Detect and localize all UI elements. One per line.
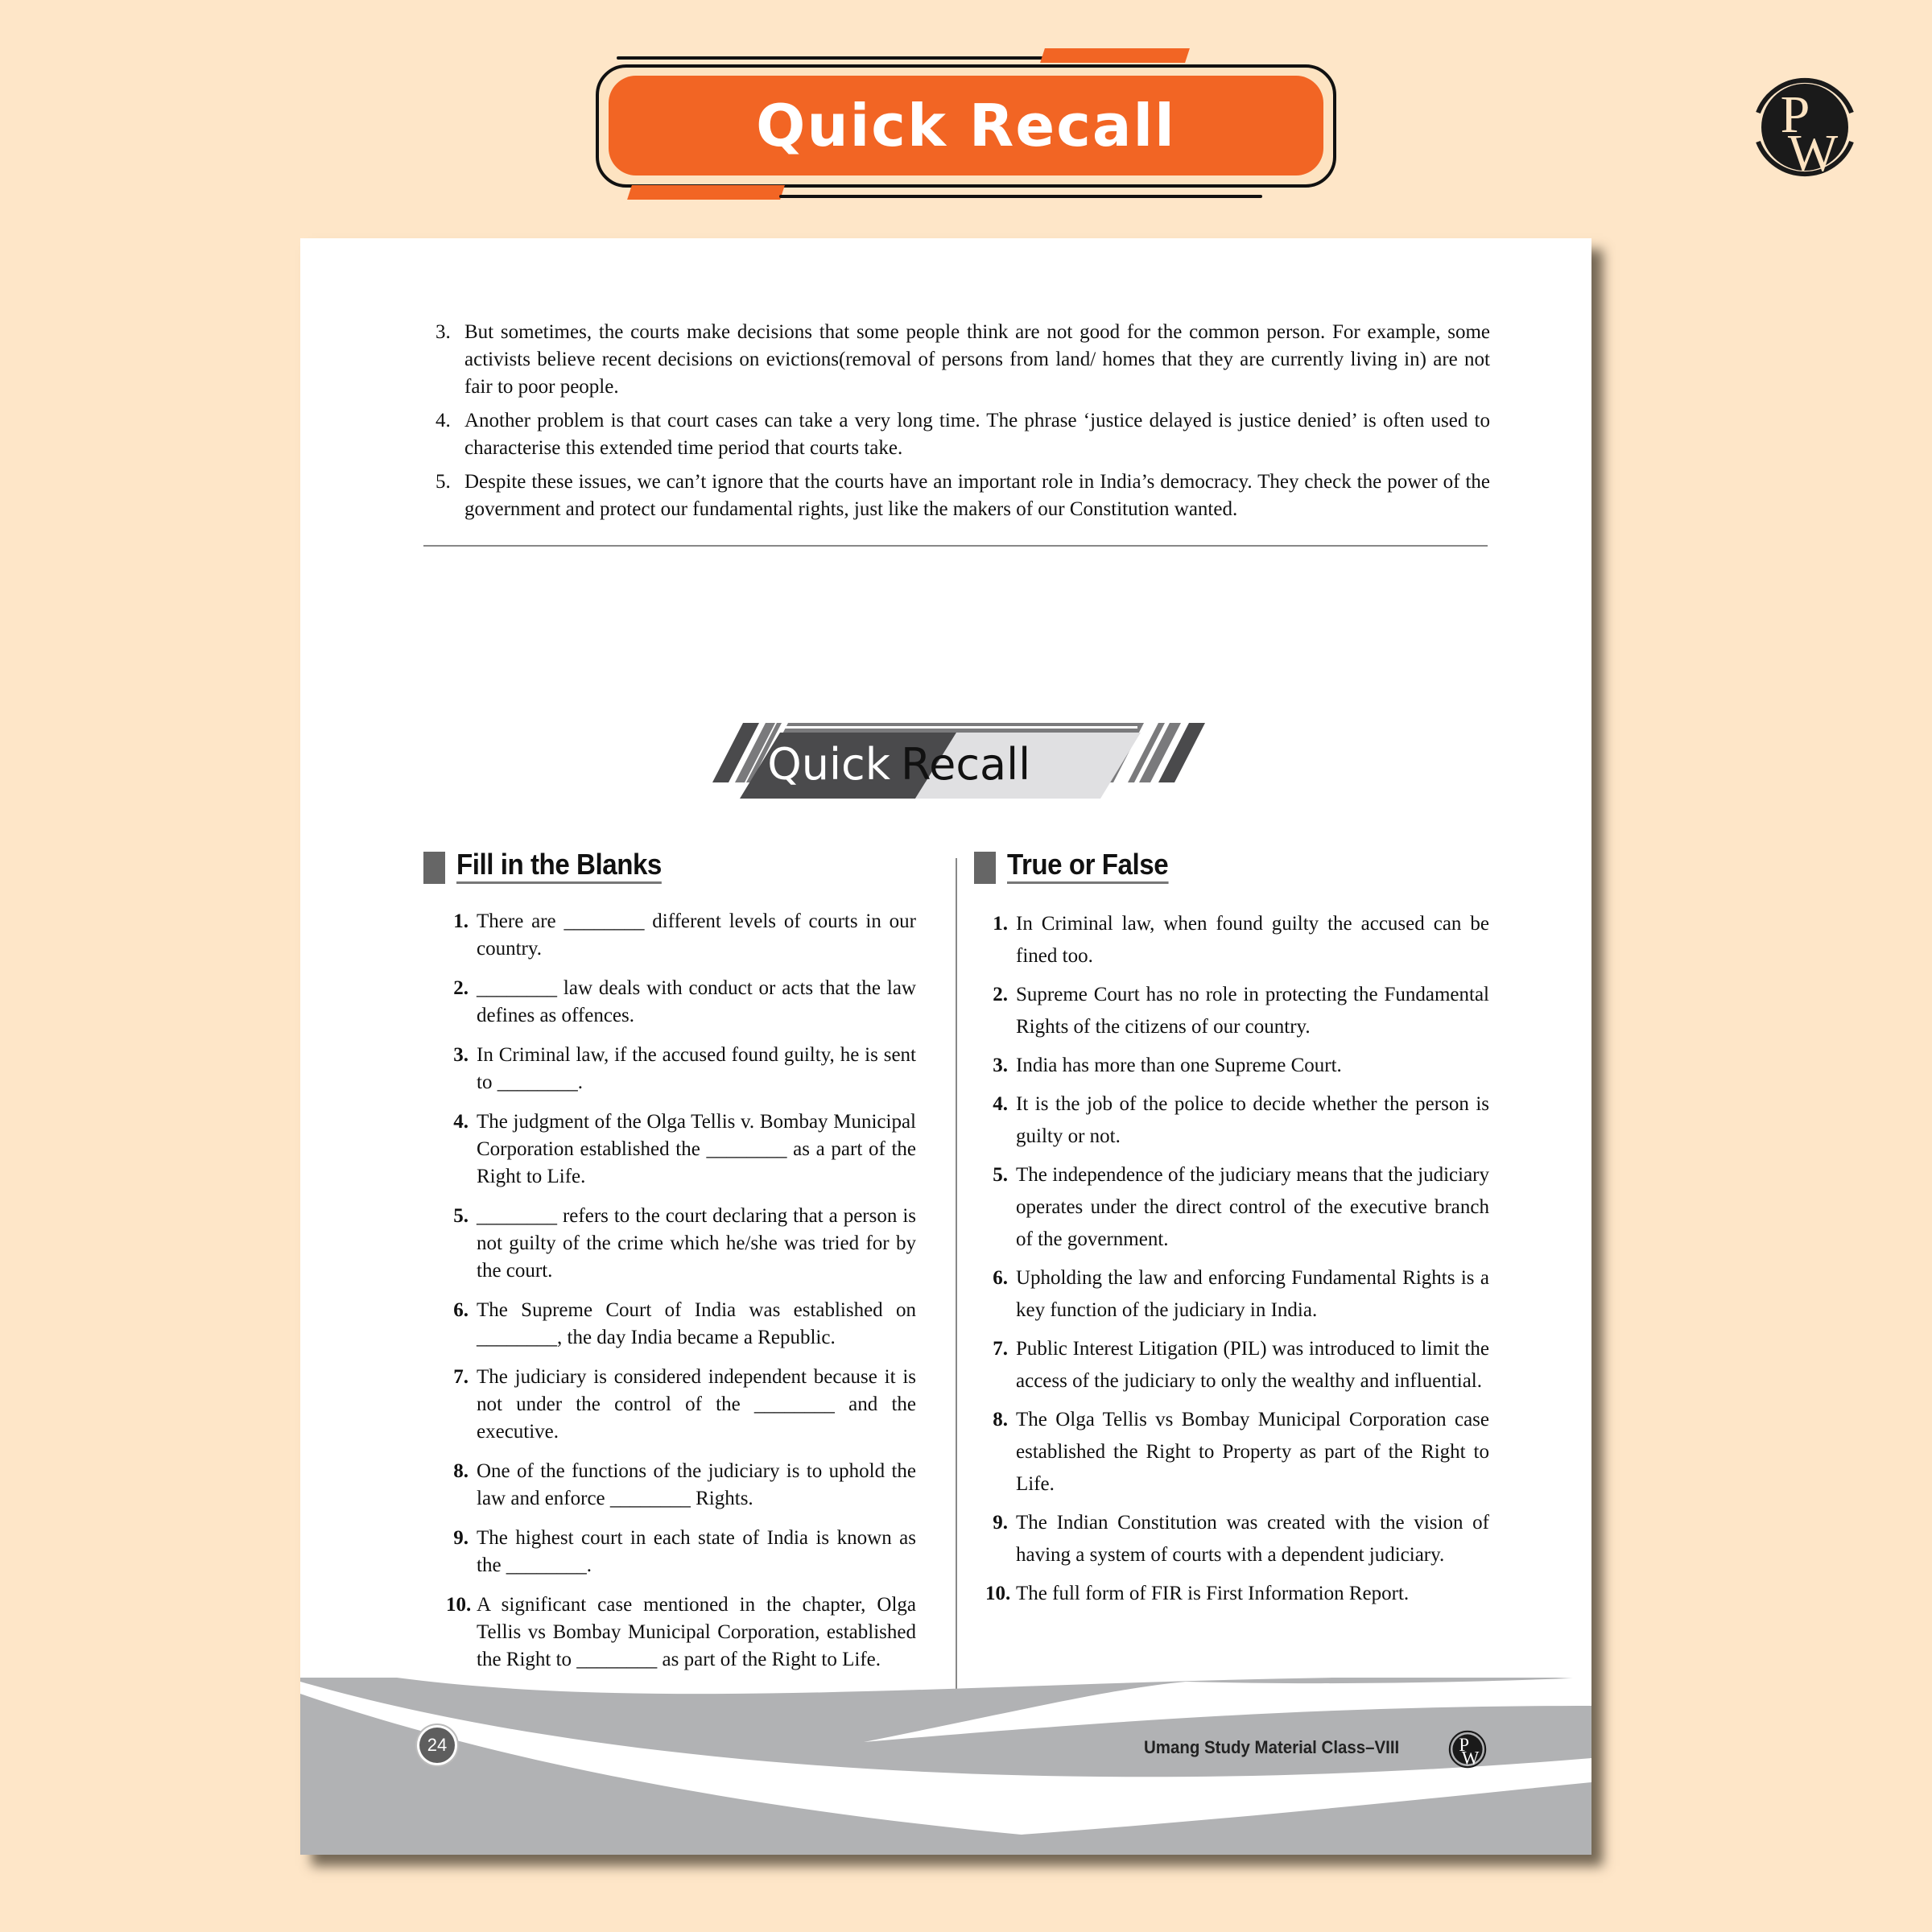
question-text: ________ law deals with conduct or acts that the law defines as offences. <box>477 977 916 1026</box>
question-text: The independence of the judiciary means that the judiciary operates under the direct control of the executive branch of the government. <box>1016 1164 1489 1250</box>
question-text: In Criminal law, when found guilty the accused can be fined too. <box>1016 913 1489 967</box>
banner-title: Quick Recall <box>756 92 1176 159</box>
question-item <box>985 1050 1489 1082</box>
question-text: One of the functions of the judiciary is to uphold the law and enforce ________ Rights. <box>477 1460 916 1509</box>
section-divider <box>423 545 1488 547</box>
study-page <box>300 238 1591 1855</box>
question-text: The Olga Tellis vs Bombay Municipal Corporation case established the Right to Property as part of the Right to Life. <box>1016 1409 1489 1495</box>
heading-square-icon <box>974 852 996 884</box>
banner-decor-slash <box>1040 48 1190 63</box>
question-number: 4. <box>993 1093 1008 1115</box>
banner-decor-line <box>779 195 1262 198</box>
question-number: 1. <box>453 910 469 932</box>
question-number: 10. <box>985 1583 1011 1604</box>
question-text: ________ refers to the court declaring that a person is not guilty of the crime which he/she was tried for by the court. <box>477 1205 916 1282</box>
question-number: 6. <box>993 1267 1008 1289</box>
section-heading <box>423 850 916 884</box>
item-text: Another problem is that court cases can take a very long time. The phrase ‘justice delayed is justice denied’ is often used to characterise this extended time period that courts take. <box>464 410 1490 459</box>
question-number: 9. <box>453 1527 469 1549</box>
question-number: 8. <box>453 1460 469 1482</box>
item-text: But sometimes, the courts make decisions that some people think are not good for the common person. For example, some activists believe recent decisions on evictions(removal of persons from land/ homes that they are currently living in) are not fair to poor people. <box>464 321 1490 398</box>
question-item <box>985 1578 1489 1610</box>
svg-text:P: P <box>1459 1735 1470 1756</box>
section-heading <box>974 850 1489 884</box>
question-number: 9. <box>993 1512 1008 1534</box>
question-item <box>446 1458 916 1513</box>
question-item <box>446 1364 916 1446</box>
question-item <box>446 1203 916 1285</box>
pw-logo-icon <box>1447 1729 1488 1769</box>
list-item <box>436 407 1490 462</box>
question-text: The full form of FIR is First Information Report. <box>1016 1583 1410 1604</box>
fill-blanks-list <box>423 908 916 1674</box>
question-text: India has more than one Supreme Court. <box>1016 1055 1342 1076</box>
section-title: Fill in the Blanks <box>456 848 662 884</box>
question-number: 3. <box>993 1055 1008 1076</box>
item-number: 5. <box>436 471 451 493</box>
question-text: The Indian Constitution was created with the vision of having a system of courts with a dependent judiciary. <box>1016 1512 1489 1566</box>
svg-text:Quick: Quick <box>767 739 890 790</box>
section-title: True or False <box>1007 848 1168 884</box>
question-item <box>985 979 1489 1043</box>
question-number: 2. <box>453 977 469 999</box>
question-item <box>446 1042 916 1096</box>
question-item <box>446 1108 916 1191</box>
pw-logo-icon <box>1748 71 1861 184</box>
svg-text:W: W <box>1787 124 1839 183</box>
question-item <box>446 908 916 963</box>
question-text: There are ________ different levels of courts in our country. <box>477 910 916 960</box>
question-item <box>985 1159 1489 1256</box>
question-item <box>446 1591 916 1674</box>
quick-recall-section-header <box>695 721 1218 802</box>
item-number: 3. <box>436 321 451 343</box>
question-number: 10. <box>446 1594 472 1616</box>
item-number: 4. <box>436 410 451 431</box>
book-title: Umang Study Material Class–VIII <box>1144 1737 1400 1757</box>
question-item <box>985 1088 1489 1153</box>
question-number: 6. <box>453 1299 469 1321</box>
footer-wave-decoration <box>300 1678 1591 1855</box>
question-text: A significant case mentioned in the chapter, Olga Tellis vs Bombay Municipal Corporation, established the Right to ________ as part of the Right to Life. <box>477 1594 916 1670</box>
svg-text:P: P <box>1780 85 1810 144</box>
question-item <box>446 1297 916 1352</box>
question-number: 2. <box>993 984 1008 1005</box>
list-item <box>436 319 1490 401</box>
question-text: Upholding the law and enforcing Fundamental Rights is a key function of the judiciary in India. <box>1016 1267 1489 1321</box>
banner-decor-slash <box>627 185 785 200</box>
question-item <box>985 1262 1489 1327</box>
question-text: The judiciary is considered independent because it is not under the control of the ________ and the executive. <box>477 1366 916 1443</box>
question-number: 8. <box>993 1409 1008 1430</box>
question-item <box>985 908 1489 972</box>
intro-points-list <box>436 319 1490 530</box>
question-number: 4. <box>453 1111 469 1133</box>
question-text: In Criminal law, if the accused found guilty, he is sent to ________. <box>477 1044 916 1093</box>
heading-square-icon <box>423 852 445 884</box>
question-text: The highest court in each state of India is known as the ________. <box>477 1527 916 1576</box>
question-number: 7. <box>453 1366 469 1388</box>
question-text: The judgment of the Olga Tellis v. Bombay Municipal Corporation established the ________ as a part of the Right to Life. <box>477 1111 916 1187</box>
banner-pill <box>609 76 1323 175</box>
question-number: 3. <box>453 1044 469 1066</box>
question-item <box>985 1333 1489 1397</box>
question-item <box>446 975 916 1030</box>
true-or-false-section <box>974 850 1489 1616</box>
question-item <box>985 1404 1489 1501</box>
fill-in-the-blanks-section <box>423 850 916 1686</box>
question-number: 5. <box>453 1205 469 1227</box>
question-text: It is the job of the police to decide whether the person is guilty or not. <box>1016 1093 1489 1147</box>
question-item <box>985 1507 1489 1571</box>
question-number: 1. <box>993 913 1008 935</box>
svg-text:W: W <box>1461 1748 1480 1769</box>
question-text: The Supreme Court of India was established on ________, the day India became a Republic. <box>477 1299 916 1348</box>
question-text: Public Interest Litigation (PIL) was introduced to limit the access of the judiciary to only the wealthy and influential. <box>1016 1338 1489 1392</box>
page-number-badge: 24 <box>419 1728 455 1763</box>
svg-text:Recall: Recall <box>901 739 1031 790</box>
banner-decor-line <box>617 56 1100 60</box>
item-text: Despite these issues, we can’t ignore that the courts have an important role in India’s democracy. They check the power of the government and protect our fundamental rights, just like the makers of our Constitution wanted. <box>464 471 1490 520</box>
question-number: 5. <box>993 1164 1008 1186</box>
question-text: Supreme Court has no role in protecting the Fundamental Rights of the citizens of our country. <box>1016 984 1489 1038</box>
true-false-list <box>974 908 1489 1610</box>
question-item <box>446 1525 916 1579</box>
list-item <box>436 469 1490 523</box>
quick-recall-banner <box>596 48 1336 201</box>
question-number: 7. <box>993 1338 1008 1360</box>
